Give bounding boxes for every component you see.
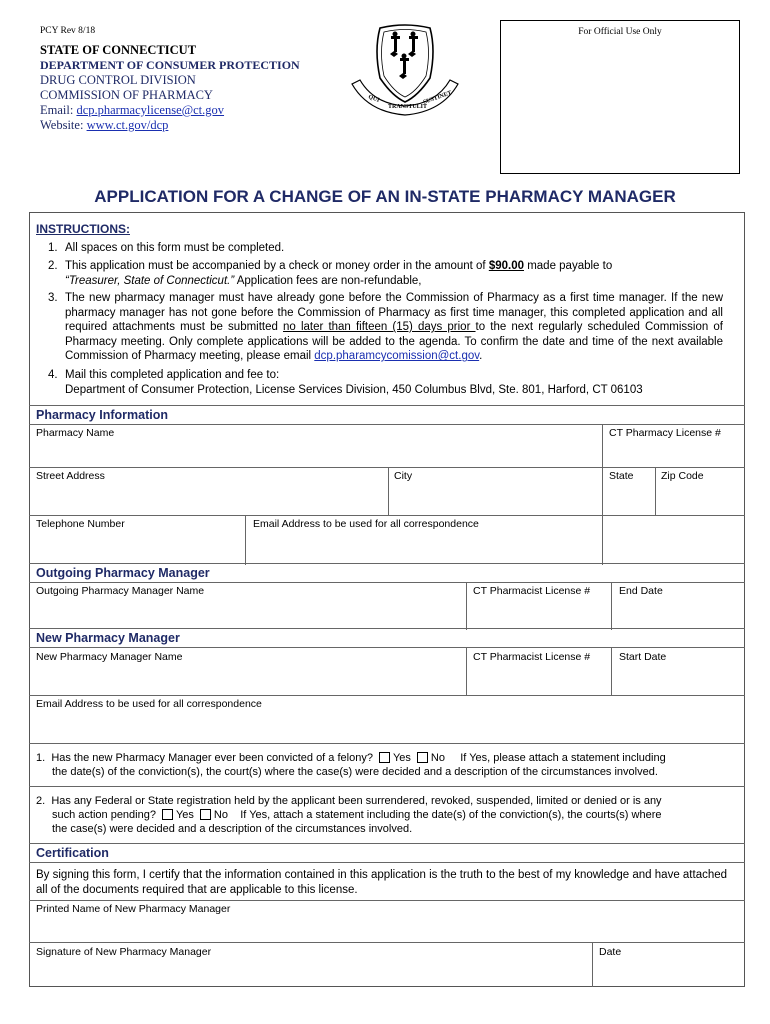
payee-name: “Treasurer, State of Connecticut.”	[65, 274, 235, 287]
felony-no-label: No	[430, 752, 445, 764]
felony-yes-checkbox[interactable]	[379, 752, 390, 763]
seal-word-sustinet: SUSTINET	[422, 90, 453, 106]
instruction-text: The new pharmacy manager must have already gone before the Commission of Pharmacy as a first time manager. If the new pharmacy manager has not gone before the Commission of Pharmacy as first time manager, this completed application and all required attachments must be submitted no later than fifteen (15) days prior to the next regularly scheduled Commission of Pharmacy meeting. Only complete applications will be added to the agenda. To confirm the date and time of the next available Commission of Pharmacy meeting, please email dcp.pharamcycomission@ct.gov.	[65, 292, 723, 363]
pharmacy-email-field[interactable]: Email Address to be used for all correspondence	[253, 518, 479, 530]
state-seal-icon	[350, 20, 460, 116]
printed-name-field[interactable]: Printed Name of New Pharmacy Manager	[36, 903, 231, 915]
start-date-field[interactable]: Start Date	[619, 651, 667, 663]
pharmacy-license-field[interactable]: CT Pharmacy License #	[609, 427, 721, 439]
official-use-label: For Official Use Only	[578, 27, 662, 37]
fee-amount: $90.00	[488, 260, 524, 272]
end-date-field[interactable]: End Date	[619, 585, 663, 597]
email-line	[40, 103, 300, 118]
seal-word-transtulit: TRANSTULIT	[388, 104, 428, 110]
instruction-number: 1.	[48, 242, 58, 254]
felony-question: 1. Has the new Pharmacy Manager ever been convicted of a felony? Yes No If Yes, please attach a statement including the date(s) of the conviction(s), the court(s) where the case(s) were decided and a description of the circumstances involved.	[36, 752, 666, 778]
commission-email-link[interactable]: dcp.pharamcycomission@ct.gov	[314, 350, 480, 363]
department-name: DEPARTMENT OF CONSUMER PROTECTION	[40, 58, 300, 72]
mailing-address: Department of Consumer Protection, License Services Division, 450 Columbus Blvd, Ste. 801, Harford, CT 06103	[65, 383, 643, 396]
registration-question: 2. Has any Federal or State registration held by the applicant been surrendered, revoked, suspended, limited or denied or is any such action pending? Yes No If Yes, attach a statement including the date(s) of the conviction(s), the courts(s) where the case(s) were decided and a description of the circumstances involved.	[36, 795, 662, 835]
zip-code-field[interactable]: Zip Code	[661, 470, 704, 482]
felony-question-text: Has the new Pharmacy Manager ever been convicted of a felony?	[51, 752, 373, 764]
signature-date-field[interactable]: Date	[599, 946, 622, 958]
instruction-text: This application must be accompanied by a check or money order in the amount of $90.00 made payable to “Treasurer, State of Connecticut.” Application fees are non-refundable,	[65, 260, 613, 287]
instructions-list	[48, 241, 728, 401]
new-manager-email-field[interactable]: Email Address to be used for all correspondence	[36, 698, 262, 710]
website-link[interactable]: www.ct.gov/dcp	[86, 118, 169, 132]
website-line	[40, 118, 300, 133]
felony-no-checkbox[interactable]	[417, 752, 428, 763]
state-field[interactable]: State	[609, 470, 634, 482]
telephone-field[interactable]: Telephone Number	[36, 518, 125, 530]
outgoing-manager-name-field[interactable]: Outgoing Pharmacy Manager Name	[36, 585, 205, 597]
new-manager-section-heading: New Pharmacy Manager	[36, 631, 180, 645]
registration-no-label: No	[213, 809, 228, 821]
city-field[interactable]: City	[394, 470, 413, 482]
official-use-box	[500, 20, 740, 174]
instruction-number: 4.	[48, 369, 58, 381]
form-title: APPLICATION FOR A CHANGE OF AN IN-STATE PHARMACY MANAGER	[94, 187, 676, 206]
certification-heading: Certification	[36, 846, 109, 860]
instruction-text: All spaces on this form must be completed.	[65, 242, 285, 254]
instruction-number: 3.	[48, 292, 58, 304]
registration-question-text: Has any Federal or State registration held by the applicant been surrendered, revoked, suspended, limited or denied or is any	[51, 795, 662, 807]
signature-field[interactable]: Signature of New Pharmacy Manager	[36, 946, 212, 958]
agency-header	[40, 43, 300, 133]
website-label: Website:	[40, 118, 87, 132]
deadline-text: no later than fifteen (15) days prior	[283, 321, 476, 334]
email-label: Email:	[40, 103, 77, 117]
new-manager-name-field[interactable]: New Pharmacy Manager Name	[36, 651, 183, 663]
instructions-heading-text: INSTRUCTIONS	[36, 222, 126, 236]
pharmacy-name-field[interactable]: Pharmacy Name	[36, 427, 115, 439]
outgoing-license-field[interactable]: CT Pharmacist License #	[473, 585, 591, 597]
registration-yes-checkbox[interactable]	[162, 809, 173, 820]
instruction-number: 2.	[48, 260, 58, 272]
new-manager-license-field[interactable]: CT Pharmacist License #	[473, 651, 591, 663]
instruction-text: Mail this completed application and fee to: Department of Consumer Protection, License Services Division, 450 Columbus Blvd, Ste. 801, Harford, CT 06103	[65, 369, 643, 396]
pharmacy-section-heading: Pharmacy Information	[36, 408, 168, 422]
commission-name: COMMISSION OF PHARMACY	[40, 88, 213, 102]
registration-no-checkbox[interactable]	[200, 809, 211, 820]
revision-label: PCY Rev 8/18	[40, 26, 96, 36]
division-name: DRUG CONTROL DIVISION	[40, 73, 196, 87]
felony-yes-label: Yes	[392, 752, 411, 764]
registration-yes-label: Yes	[175, 809, 194, 821]
outgoing-section-heading: Outgoing Pharmacy Manager	[36, 566, 210, 580]
email-link[interactable]: dcp.pharmacylicense@ct.gov	[76, 103, 225, 117]
state-name: STATE OF CONNECTICUT	[40, 43, 197, 57]
instructions-heading: INSTRUCTIONS:	[36, 222, 130, 236]
certification-statement: By signing this form, I certify that the information contained in this application is the truth to the best of my knowledge and have attached all of the documents required that are applicable to this license.	[36, 869, 728, 896]
seal-word-qui: QUI	[367, 94, 381, 104]
street-address-field[interactable]: Street Address	[36, 470, 105, 482]
